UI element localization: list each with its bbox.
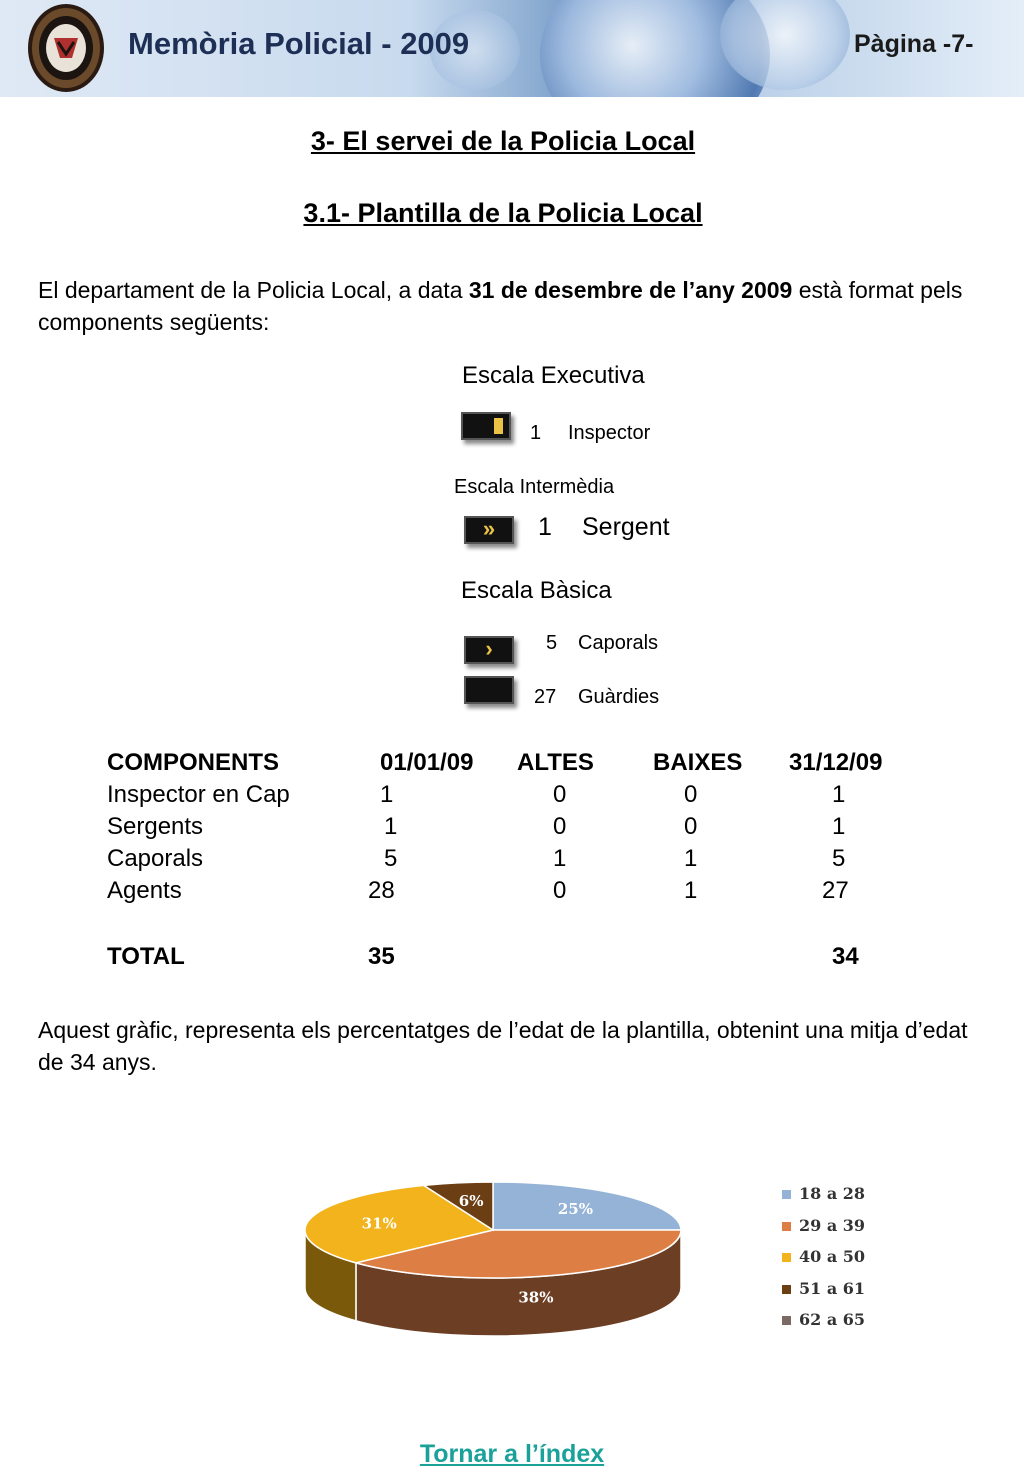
sergeant-insignia-icon: »	[464, 516, 514, 544]
table-cell: 0	[553, 781, 567, 808]
pie-data-label: 38%	[518, 1288, 554, 1307]
table-header: COMPONENTS	[107, 749, 280, 776]
legend-swatch	[782, 1253, 791, 1262]
table-cell: 5	[384, 845, 398, 872]
intro-text: El departament de la Policia Local, a data	[38, 277, 469, 303]
scale-heading-executiva: Escala Executiva	[462, 362, 645, 389]
age-pie-chart	[290, 1170, 700, 1350]
scale-heading-intermedia: Escala Intermèdia	[454, 476, 615, 498]
rank-name: Caporals	[578, 632, 659, 654]
table-total-start: 35	[368, 943, 395, 970]
table-cell: 0	[684, 813, 698, 840]
guard-insignia-icon	[464, 676, 514, 704]
table-cell: Inspector en Cap	[107, 781, 290, 808]
age-paragraph: Aquest gràfic, representa els percentatges de l’edat de la plantilla, obtenint una mitja d’edat de 34 anys.	[38, 1017, 968, 1075]
table-header: ALTES	[517, 749, 594, 776]
subsection-title: 3.1- Plantilla de la Policia Local	[303, 198, 703, 228]
rank-count: 27	[534, 686, 557, 708]
intro-text-end: està format pels components següents:	[38, 277, 963, 335]
page-number: Pàgina -7-	[854, 30, 974, 58]
scale-heading-basica: Escala Bàsica	[461, 577, 612, 604]
legend-label: 40 a 50	[799, 1247, 866, 1266]
legend-label: 18 a 28	[799, 1184, 866, 1203]
rank-name: Inspector	[568, 422, 651, 444]
table-cell: 1	[380, 781, 394, 808]
legend-label: 29 a 39	[799, 1215, 866, 1235]
corporal-insignia-icon: ›	[464, 636, 514, 664]
document-title: Memòria Policial - 2009	[128, 26, 470, 61]
legend-swatch	[782, 1190, 791, 1199]
table-total-end: 34	[832, 943, 859, 970]
legend-swatch	[782, 1222, 791, 1231]
table-cell: 1	[832, 781, 846, 808]
pie-data-label: 6%	[458, 1191, 484, 1210]
rank-name: Guàrdies	[578, 686, 660, 708]
table-header: 01/01/09	[380, 749, 474, 776]
rank-name: Sergent	[582, 513, 670, 541]
table-cell: 1	[684, 845, 698, 872]
legend-item	[782, 1247, 865, 1266]
table-cell: 5	[832, 845, 846, 872]
pie-data-label: 25%	[557, 1199, 593, 1218]
legend-swatch	[782, 1285, 791, 1294]
table-cell: Sergents	[107, 813, 204, 840]
table-cell: Agents	[107, 877, 182, 904]
pie-data-label: 31%	[361, 1214, 397, 1233]
inspector-insignia-icon	[461, 412, 511, 440]
table-cell: 1	[384, 813, 398, 840]
section-title: 3- El servei de la Policia Local	[310, 126, 696, 156]
table-header: BAIXES	[653, 749, 743, 776]
table-cell: 0	[553, 877, 567, 904]
legend-swatch	[782, 1316, 791, 1325]
table-cell: 0	[553, 813, 567, 840]
table-total-label: TOTAL	[107, 943, 185, 970]
legend-label: 51 a 61	[799, 1278, 866, 1298]
table-cell: 28	[368, 877, 395, 904]
legend-item	[782, 1184, 865, 1203]
legend-label: 62 a 65	[799, 1310, 866, 1329]
table-cell: 0	[684, 781, 698, 808]
back-to-index-link[interactable]: Tornar a l’índex	[419, 1440, 605, 1468]
table-cell: 27	[822, 877, 849, 904]
rank-count: 5	[546, 632, 558, 654]
table-header: 31/12/09	[789, 749, 883, 776]
legend-item	[782, 1216, 865, 1235]
table-cell: 1	[684, 877, 698, 904]
rank-count: 1	[530, 422, 542, 444]
table-cell: Caporals	[107, 845, 204, 872]
police-emblem-icon	[26, 2, 106, 94]
intro-date: 31 de desembre de l’any 2009	[468, 277, 793, 303]
table-cell: 1	[832, 813, 846, 840]
table-cell: 1	[553, 845, 567, 872]
legend-item	[782, 1310, 865, 1329]
rank-count: 1	[538, 513, 552, 541]
page-header	[0, 0, 1024, 97]
intro-paragraph	[38, 274, 988, 338]
legend-item	[782, 1279, 865, 1298]
